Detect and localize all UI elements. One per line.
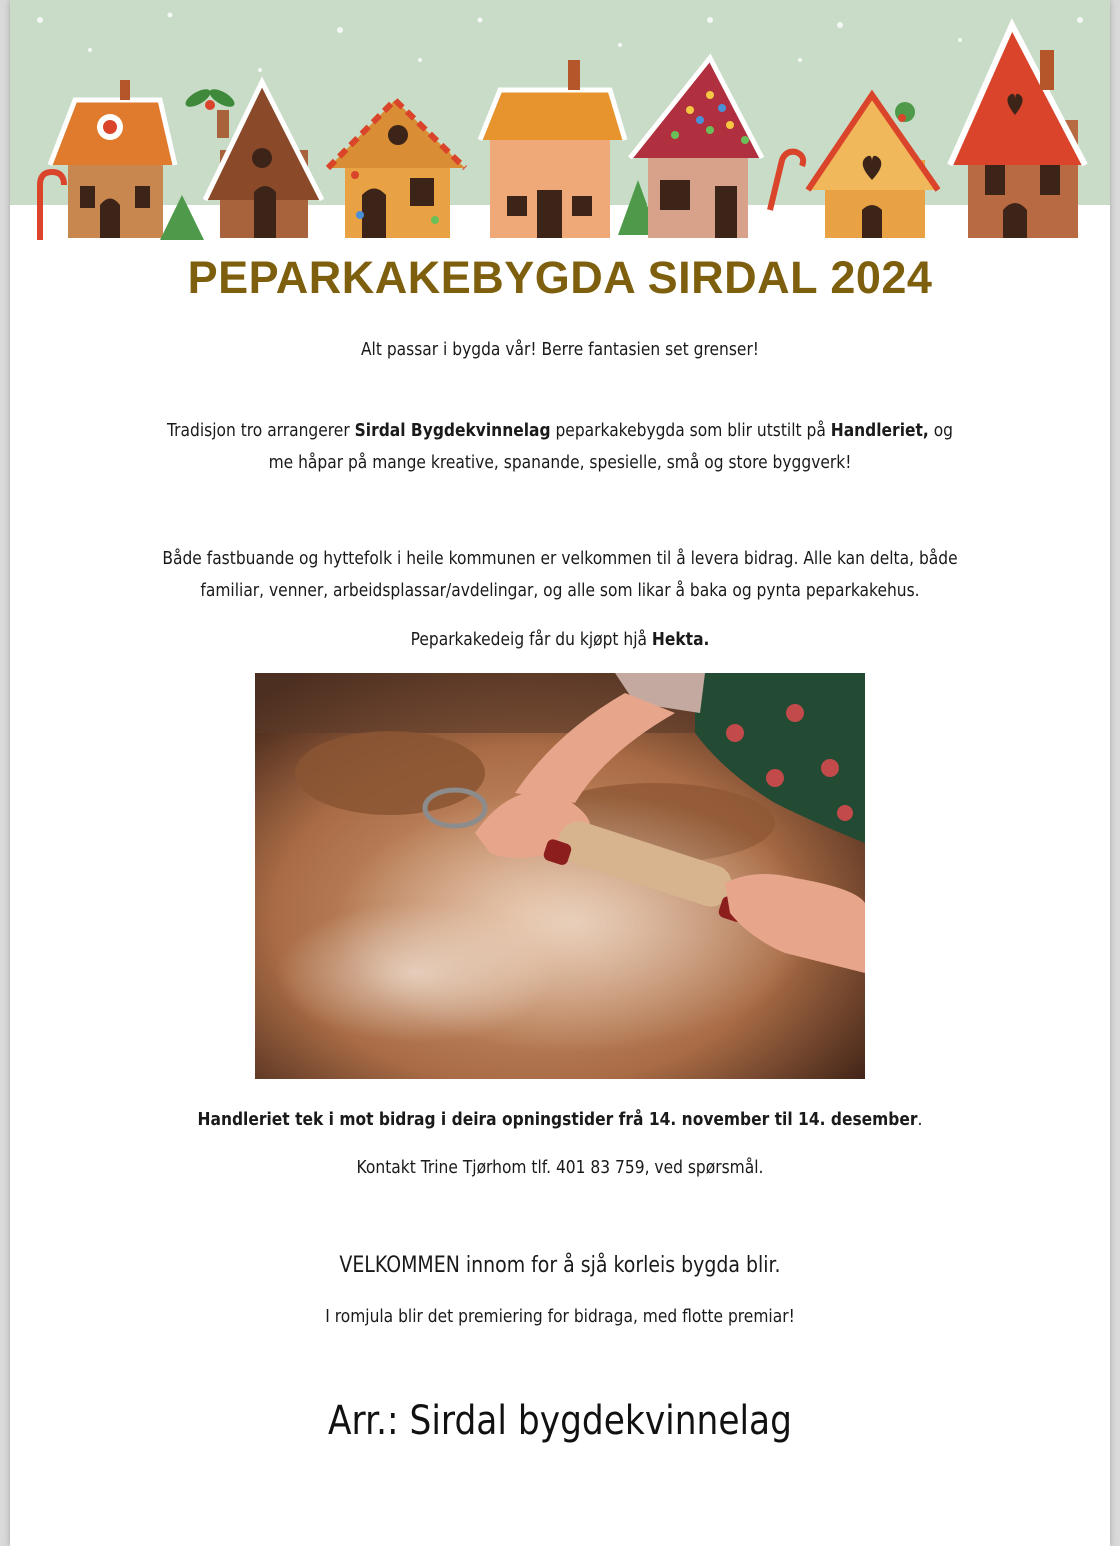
welcome-text: VELKOMMEN innom for å sjå korleis bygda blir. <box>339 1253 781 1278</box>
organizer-bold: Sirdal Bygdekvinnelag <box>354 420 551 441</box>
paragraph-participants <box>87 543 1033 607</box>
para1-before: Tradisjon tro arrangerer <box>166 420 355 441</box>
page-title: PEPARKAKEBYGDA SIRDAL 2024 <box>187 252 933 303</box>
intro-text: Alt passar i bygda vår! Berre fantasien set grenser! <box>360 339 760 360</box>
gingerbread-houses-banner <box>10 0 1110 250</box>
venue-bold: Handleriet, <box>830 420 929 441</box>
prizes-text: I romjula blir det premiering for bidraga, med flotte premiar! <box>325 1306 795 1327</box>
paragraph-arrangement <box>87 415 1033 479</box>
para2-line1: Både fastbuande og hyttefolk i heile kommunen er velkommen til å levera bidrag. Alle kan delta, både <box>162 548 958 569</box>
gingerbread-houses-illustration <box>10 0 1110 250</box>
dough-info <box>87 624 1033 656</box>
organizer-footer: Arr.: Sirdal bygdekvinnelag <box>328 1398 792 1444</box>
para2-line2: familiar, venner, arbeidsplassar/avdelingar, og alle som likar å baka og pynta peparkakehus. <box>200 580 920 601</box>
baking-photo-illustration <box>255 673 865 1079</box>
para1-line2: me håpar på mange kreative, spanande, spesielle, små og store byggverk! <box>268 452 852 473</box>
contact-info: Kontakt Trine Tjørhom tlf. 401 83 759, ved spørsmål. <box>356 1157 764 1178</box>
deadline-end: . <box>917 1109 923 1130</box>
para1-after: og <box>928 420 954 441</box>
dough-before: Peparkakedeig får du kjøpt hjå <box>410 629 652 650</box>
flyer-page <box>10 0 1110 1546</box>
para1-middle: peparkakebygda som blir utstilt på <box>550 420 831 441</box>
deadline-bold: Handleriet tek i mot bidrag i deira opningstider frå 14. november til 14. desember <box>197 1109 918 1130</box>
deadline-info <box>87 1104 1033 1136</box>
baking-photo <box>255 673 865 1079</box>
shop-bold: Hekta. <box>651 629 710 650</box>
